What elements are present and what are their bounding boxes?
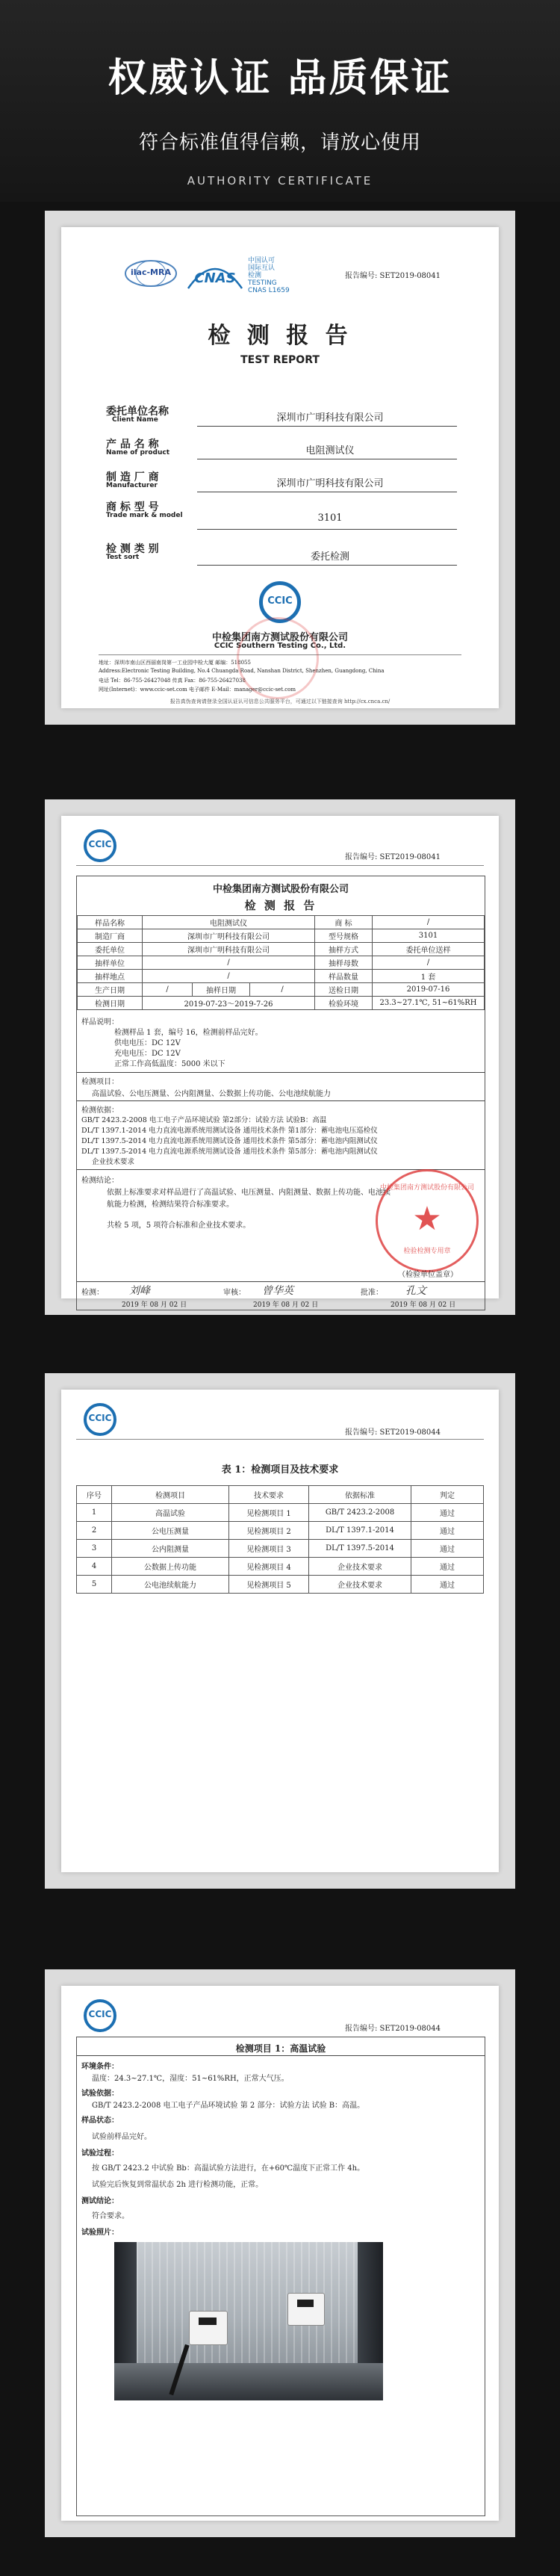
header-cell: 判定 [411, 1486, 484, 1504]
sample-desc-label: 样品说明： [81, 1018, 119, 1027]
cell: / [143, 983, 193, 997]
method-text: GB/T 2423.2-2008 电工电子产品环境试验 第 2 部分：试验方法 试验 B：高温。 [92, 2102, 365, 2110]
cell: 送检日期 [315, 983, 373, 997]
sample-desc-line: 正常工作高低温度：5000 米以下 [114, 1060, 225, 1068]
field-label: 委托单位名称 [106, 406, 169, 418]
env-label: 环境条件： [81, 2063, 119, 2071]
basis-line: GB/T 2423.2-2008 电工电子产品环境试验 第2部分：试验方法 试验B：高温 [81, 1116, 327, 1124]
hero-title: 权威认证 品质保证 [108, 56, 452, 101]
test-items-table [76, 1485, 484, 1594]
field-label-en: Name of product [106, 449, 170, 456]
sample-text: 试验前样品完好。 [92, 2133, 152, 2141]
field-value: 3101 [317, 513, 343, 524]
cell: DL/T 1397.1-2014 [309, 1522, 411, 1540]
signature: 孔文 [405, 1285, 426, 1297]
field-label-en: Client Name [112, 416, 158, 424]
table-row [78, 943, 485, 956]
company-address-en: Address:Electronic Testing Building, No.4 Chuangda Road, Nanshan District, Shenzhen, Guangdong, China [99, 668, 385, 674]
cell: 见检测项目 5 [229, 1576, 309, 1594]
field-value: 委托检测 [310, 551, 349, 563]
certificate-page-table [61, 1390, 499, 1872]
red-seal-stamp [376, 1169, 479, 1272]
cell: 4 [77, 1558, 112, 1576]
result-label: 测试结论： [81, 2197, 119, 2205]
cnas-cn-1: 中国认可 [248, 257, 276, 264]
certificate-page-cover [61, 227, 499, 708]
summary-table [77, 915, 485, 1010]
star-icon: ★ [412, 1200, 442, 1238]
cell: / [373, 956, 485, 970]
cell: 生产日期 [78, 983, 143, 997]
test1-title: 检测项目 1：高温试验 [235, 2043, 326, 2054]
stamp-text: 中检集团南方测试股份有限公司 [379, 1184, 474, 1192]
cell: 1 [77, 1504, 112, 1522]
cell: / [143, 956, 315, 970]
device-2 [287, 2293, 325, 2326]
conclusion-line: 航能力检测，检测结果符合标准要求。 [107, 1201, 234, 1209]
hero-subtitle: 符合标准值得信赖，请放心使用 [138, 131, 421, 154]
cnas-cn-3: 检测 [248, 272, 262, 279]
certificate-panel-1 [45, 211, 515, 725]
cnas-logo-icon [185, 257, 245, 291]
hero-english: AUTHORITY CERTIFICATE [187, 174, 373, 188]
cnas-logo-text: CNAS [194, 270, 236, 286]
table-row [77, 1540, 484, 1558]
cell: 检测日期 [78, 997, 143, 1010]
footer-note: 报告真伪查询请登录全国认证认可信息公共服务平台，可通过以下链接查询 http://cx.cnca.cn/ [169, 699, 391, 705]
cell: 通过 [411, 1540, 484, 1558]
cell: 委托单位送样 [373, 943, 485, 956]
cell: 公数据上传功能 [112, 1558, 229, 1576]
cell: 抽样地点 [78, 970, 143, 983]
cell: 抽样日期 [193, 983, 250, 997]
sample-desc-line: 充电电压：DC 12V [114, 1050, 181, 1058]
result-text: 符合要求。 [92, 2212, 129, 2220]
basis-line: DL/T 1397.1-2014 电力直流电源系统用测试设备 通用技术条件 第1部分：蓄电池电压巡检仪 [81, 1127, 378, 1135]
company-address: 地址：深圳市南山区西丽南岗第一工业园中检大厦 邮编：518055 [99, 660, 251, 666]
sign-date: 2019 年 08 月 02 日 [391, 1301, 456, 1309]
process-label: 试验过程： [81, 2149, 119, 2158]
table-row [78, 916, 485, 929]
ccic-logo-text: CCIC [267, 595, 293, 607]
conclusion-label: 检测结论： [81, 1177, 119, 1185]
table-row [78, 929, 485, 943]
cell: DL/T 1397.5-2014 [309, 1540, 411, 1558]
table-row [78, 956, 485, 970]
report-number: 报告编号: SET2019-08041 [345, 272, 441, 280]
certificate-panel-2 [45, 799, 515, 1315]
conclusion-line: 共检 5 项，5 项符合标准和企业技术要求。 [107, 1222, 251, 1230]
header-cell: 技术要求 [229, 1486, 309, 1504]
report-title-en: TEST REPORT [240, 354, 320, 366]
summary-title: 检 测 报 告 [244, 899, 317, 912]
method-label: 试验依据： [81, 2090, 119, 2098]
company-name: 中检集团南方测试股份有限公司 [211, 632, 348, 643]
sample-desc-line: 供电电压：DC 12V [114, 1039, 181, 1047]
ccic-logo-icon [84, 1403, 116, 1436]
trademark-row [106, 499, 457, 535]
table-row [77, 1576, 484, 1594]
ilac-logo-text: ilac-MRA [131, 267, 171, 277]
field-label-en: Test sort [106, 554, 140, 561]
cnas-number: CNAS L1659 [248, 287, 290, 294]
cell: 委托单位 [78, 943, 143, 956]
cell: 3 [77, 1540, 112, 1558]
cell: 公内阻测量 [112, 1540, 229, 1558]
cell: 抽样母数 [315, 956, 373, 970]
certificate-page-summary [61, 816, 499, 1309]
basis-line: DL/T 1397.5-2014 电力直流电源系统用测试设备 通用技术条件 第5部分：蓄电池内阻测试仪 [81, 1148, 378, 1156]
cell: 深圳市广明科技有限公司 [143, 943, 315, 956]
cell: 制造厂商 [78, 929, 143, 943]
table-row [77, 1522, 484, 1540]
cell: 5 [77, 1576, 112, 1594]
ccic-logo-icon [84, 1999, 116, 2032]
sample-label: 样品状态： [81, 2117, 119, 2125]
summary-company: 中检集团南方测试股份有限公司 [212, 884, 349, 895]
env-text: 温度：24.3~27.1℃，湿度：51~61%RH，正常大气压。 [92, 2075, 289, 2083]
basis-line: DL/T 1397.5-2014 电力直流电源系统用测试设备 通用技术条件 第5部分：蓄电池内阻测试仪 [81, 1137, 378, 1145]
certificate-page-test1 [61, 1986, 499, 2521]
cell: 高温试验 [112, 1504, 229, 1522]
field-label: 商 标 型 号 [106, 501, 159, 513]
device-1 [189, 2311, 228, 2345]
ccic-logo-text: CCIC [88, 839, 112, 849]
cnas-cn-2: 国际互认 [248, 264, 276, 272]
cell: / [143, 970, 315, 983]
photo-label: 试验照片： [81, 2229, 119, 2237]
sign-date: 2019 年 08 月 02 日 [122, 1301, 187, 1309]
field-value: 深圳市广明科技有限公司 [276, 478, 384, 489]
field-value: 电阻测试仪 [305, 445, 355, 456]
test-chamber-photo [114, 2242, 383, 2400]
signer-label: 检测： [81, 1289, 104, 1297]
cell: 见检测项目 1 [229, 1504, 309, 1522]
signature: 刘峰 [129, 1285, 150, 1297]
report-number: 报告编号: SET2019-08044 [345, 1428, 441, 1437]
cell: 型号规格 [315, 929, 373, 943]
hero-banner [0, 0, 560, 202]
test1-frame [76, 2037, 485, 2516]
cell: 样品名称 [78, 916, 143, 929]
cell: 通过 [411, 1504, 484, 1522]
cell: 通过 [411, 1576, 484, 1594]
cell: 3101 [373, 929, 485, 943]
cell: 样品数量 [315, 970, 373, 983]
header-cell: 依据标准 [309, 1486, 411, 1504]
table-row [77, 1504, 484, 1522]
cnas-caption [248, 257, 290, 294]
ccic-logo-text: CCIC [88, 2009, 112, 2019]
cell: 2019-07-16 [373, 983, 485, 997]
cell: / [250, 983, 315, 997]
header-cell: 检测项目 [112, 1486, 229, 1504]
cell: 企业技术要求 [309, 1576, 411, 1594]
report-title: 检 测 报 告 [208, 323, 352, 349]
report-number: 报告编号: SET2019-08041 [345, 853, 441, 861]
field-label-en: Manufacturer [106, 482, 158, 489]
company-web: 网址(Internet)：www.ccic-set.com 电子邮件 E-Mail：manager@ccic-set.com [99, 687, 296, 693]
signature: 曾华英 [262, 1285, 293, 1297]
field-value: 深圳市广明科技有限公司 [276, 412, 384, 424]
field-label: 产 品 名 称 [106, 439, 159, 451]
basis-label: 检测依据： [81, 1106, 119, 1115]
table-title: 表 1：检测项目及技术要求 [221, 1464, 339, 1476]
cell: 深圳市广明科技有限公司 [143, 929, 315, 943]
signer-label: 审核： [223, 1289, 246, 1297]
cell: 抽样单位 [78, 956, 143, 970]
field-label: 制 造 厂 商 [106, 471, 159, 483]
cell: 2 [77, 1522, 112, 1540]
cell: / [373, 916, 485, 929]
table-row [78, 997, 485, 1010]
report-number: 报告编号: SET2019-08044 [345, 2025, 441, 2033]
test-sort-row [106, 541, 457, 571]
signer-label: 批准： [361, 1289, 383, 1297]
conclusion-line: 依据上标准要求对样品进行了高温试验、电压测量、内阻测量、数据上传功能、电池续 [107, 1189, 391, 1197]
cell: 商 标 [315, 916, 373, 929]
ilac-logo-icon [122, 258, 179, 288]
cell: 公电压测量 [112, 1522, 229, 1540]
cell: 通过 [411, 1522, 484, 1540]
process-text-2: 试验完后恢复到常温状态 2h 进行检测功能，正常。 [92, 2181, 264, 2189]
header-cell: 序号 [77, 1486, 112, 1504]
certificate-panel-3 [45, 1373, 515, 1889]
cell: 2019-07-23～2019-7-26 [143, 997, 315, 1010]
cell: 23.3~27.1℃, 51~61%RH [373, 997, 485, 1010]
cell: 企业技术要求 [309, 1558, 411, 1576]
manufacturer-row [106, 469, 457, 496]
company-name-en: CCIC Southern Testing Co., Ltd. [214, 642, 346, 650]
ccic-logo-text: CCIC [88, 1413, 112, 1423]
table-row [78, 983, 485, 997]
client-name-row [106, 403, 457, 430]
field-label-en: Trade mark & model [106, 512, 183, 519]
cell: 见检测项目 2 [229, 1522, 309, 1540]
sample-desc-line: 检测样品 1 套，编号 16，检测前样品完好。 [114, 1029, 263, 1037]
cnas-en: TESTING [248, 279, 277, 287]
cell: 通过 [411, 1558, 484, 1576]
stamp-bottom-text: 检验检测专用章 [403, 1248, 451, 1255]
company-phone: 电话 Tel：86-755-26427048 传真 Fax：86-755-26427038 [99, 678, 246, 684]
seal-note: （检验单位盖章） [398, 1271, 458, 1279]
sign-date: 2019 年 08 月 02 日 [253, 1301, 319, 1309]
cell: 见检测项目 3 [229, 1540, 309, 1558]
cell: 见检测项目 4 [229, 1558, 309, 1576]
process-text: 按 GB/T 2423.2 中试验 Bb：高温试验方法进行，在+60℃温度下正常工作 4h。 [92, 2164, 365, 2173]
product-name-row [106, 436, 457, 463]
cell: 抽样方式 [315, 943, 373, 956]
cell: 检验环境 [315, 997, 373, 1010]
cell: 公电池续航能力 [112, 1576, 229, 1594]
red-seal-stamp [237, 617, 319, 699]
items-label: 检测项目： [81, 1078, 119, 1086]
cell: GB/T 2423.2-2008 [309, 1504, 411, 1522]
table-header-row [77, 1486, 484, 1504]
basis-line: 企业技术要求 [92, 1158, 135, 1166]
summary-frame [76, 876, 485, 1310]
cell: 电阻测试仪 [143, 916, 315, 929]
certificate-panel-4 [45, 1969, 515, 2537]
items-text: 高温试验、公电压测量、公内阻测量、公数据上传功能、公电池续航能力 [92, 1090, 331, 1098]
table-row [78, 970, 485, 983]
ccic-logo-icon [84, 829, 116, 862]
field-label: 检 测 类 别 [106, 543, 159, 555]
cell: 1 套 [373, 970, 485, 983]
table-row [77, 1558, 484, 1576]
